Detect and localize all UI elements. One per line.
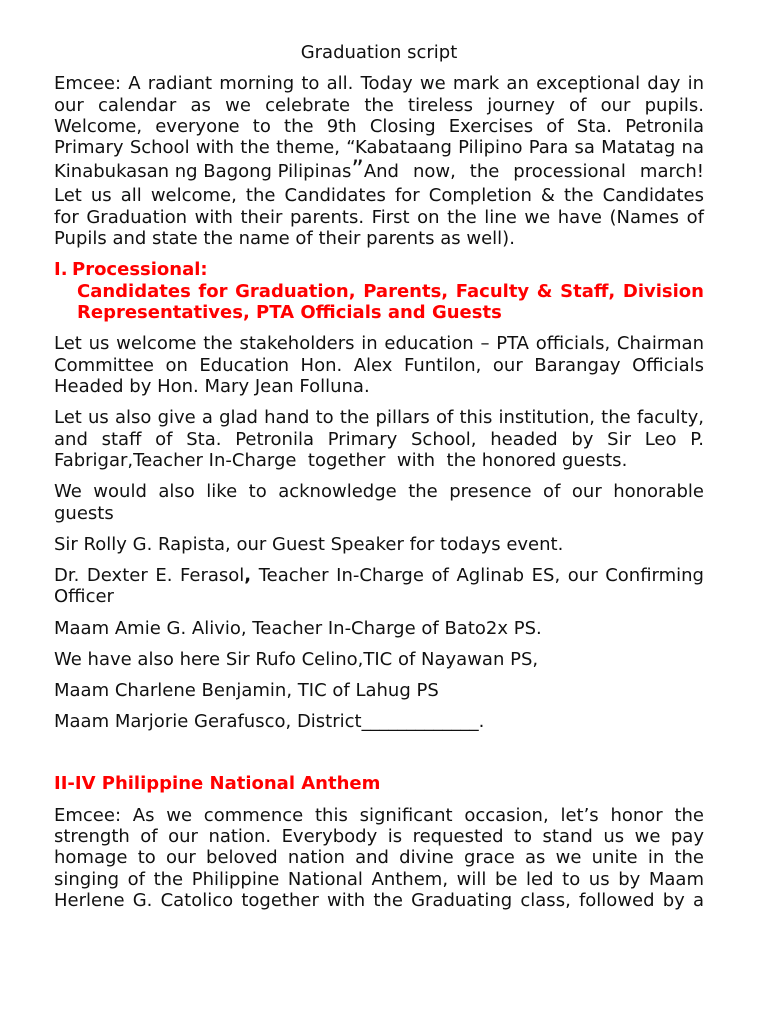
guest-paragraph — [54, 711, 704, 732]
intro-line: Welcome, everyone to the 9th Closing Exercises of Sta. Petronila — [54, 115, 704, 137]
processional-announcement: And now, the processional march! — [363, 161, 704, 183]
confirming-officer-paragraph — [54, 565, 704, 608]
page-title: Graduation script — [300, 42, 458, 63]
anthem-line: Herlene G. Catolico together with the Graduating class, followed by a — [54, 890, 704, 912]
stakeholders-line: Let us welcome the stakeholders in education – PTA officials, Chairman — [54, 333, 704, 355]
processional-section — [54, 259, 704, 323]
stakeholders-paragraph — [54, 333, 704, 397]
intro-paragraph — [54, 73, 704, 249]
intro-line: for Graduation with their parents. First on the line we have (Names of — [54, 206, 704, 228]
participants-line: Candidates for Graduation, Parents, Faculty & Staff, Division — [77, 280, 704, 302]
guest-paragraph — [54, 680, 704, 701]
processional-heading — [54, 259, 704, 280]
guests-intro-line: We would also like to acknowledge the presence of our honorable — [54, 481, 704, 503]
faculty-line: Fabrigar,Teacher In-Charge together with the honored guests. — [54, 450, 628, 472]
guest-line: We have also here Sir Rufo Celino,TIC of Nayawan PS, — [54, 648, 539, 670]
faculty-paragraph — [54, 407, 704, 471]
anthem-line: strength of our nation. Everybody is requested to stand us we pay — [54, 826, 704, 848]
anthem-section — [54, 773, 704, 794]
guest-paragraph — [54, 649, 704, 670]
anthem-paragraph — [54, 805, 704, 912]
theme-title-end — [54, 155, 364, 184]
participants-line: Representatives, PTA Officials and Guests — [77, 302, 502, 324]
theme-text: Kinabukasan ng Bagong Pilipinas — [54, 161, 352, 183]
guests-intro-line: guests — [54, 502, 114, 524]
intro-line: our calendar as we celebrate the tireless journey of our pupils. — [54, 94, 704, 116]
intro-line: Primary School with the theme, “Kabataang Pilipino Para sa Matatag na — [54, 137, 704, 159]
guest-speaker-paragraph — [54, 534, 704, 555]
confirming-officer-line — [54, 565, 704, 586]
section-title: Processional: — [72, 259, 208, 281]
faculty-line: and staff of Sta. Petronila Primary School, headed by Sir Leo P. — [54, 428, 704, 450]
guest-paragraph — [54, 618, 704, 639]
stakeholders-line: Committee on Education Hon. Alex Funtilon, our Barangay Officials — [54, 354, 704, 376]
officer-role: Teacher In-Charge of Aglinab ES, our Confirming — [258, 564, 704, 586]
anthem-line: singing of the Philippine National Anthem, will be led to us by Maam — [54, 868, 704, 890]
guest-line: Maam Marjorie Gerafusco, District_____________. — [54, 711, 485, 733]
intro-line: Emcee: A radiant morning to all. Today we mark an exceptional day in — [54, 73, 704, 95]
closing-quote: ” — [351, 155, 364, 184]
intro-line: Pupils and state the name of their parents as well). — [54, 228, 515, 250]
section-numeral: I. — [54, 259, 68, 281]
intro-line: Let us all welcome, the Candidates for Completion & the Candidates — [54, 185, 704, 207]
anthem-heading: II-IV Philippine National Anthem — [54, 773, 381, 795]
officer-name: Dr. Dexter E. Ferasol — [54, 564, 245, 586]
faculty-line: Let us also give a glad hand to the pillars of this institution, the faculty, — [54, 407, 704, 429]
anthem-line: homage to our beloved nation and divine grace as we unite in the — [54, 847, 704, 869]
bold-comma: , — [244, 564, 252, 586]
guests-intro-paragraph — [54, 481, 704, 524]
document-page — [54, 42, 704, 912]
guest-speaker-line: Sir Rolly G. Rapista, our Guest Speaker for todays event. — [54, 533, 564, 555]
guest-line: Maam Charlene Benjamin, TIC of Lahug PS — [54, 679, 439, 701]
intro-line — [54, 155, 704, 186]
confirming-officer-line: Officer — [54, 586, 114, 608]
stakeholders-line: Headed by Hon. Mary Jean Folluna. — [54, 376, 370, 398]
guest-line: Maam Amie G. Alivio, Teacher In-Charge of Bato2x PS. — [54, 617, 542, 639]
blank-line — [54, 742, 704, 763]
participants-list — [77, 281, 704, 324]
anthem-line: Emcee: As we commence this significant occasion, let’s honor the — [54, 804, 704, 826]
